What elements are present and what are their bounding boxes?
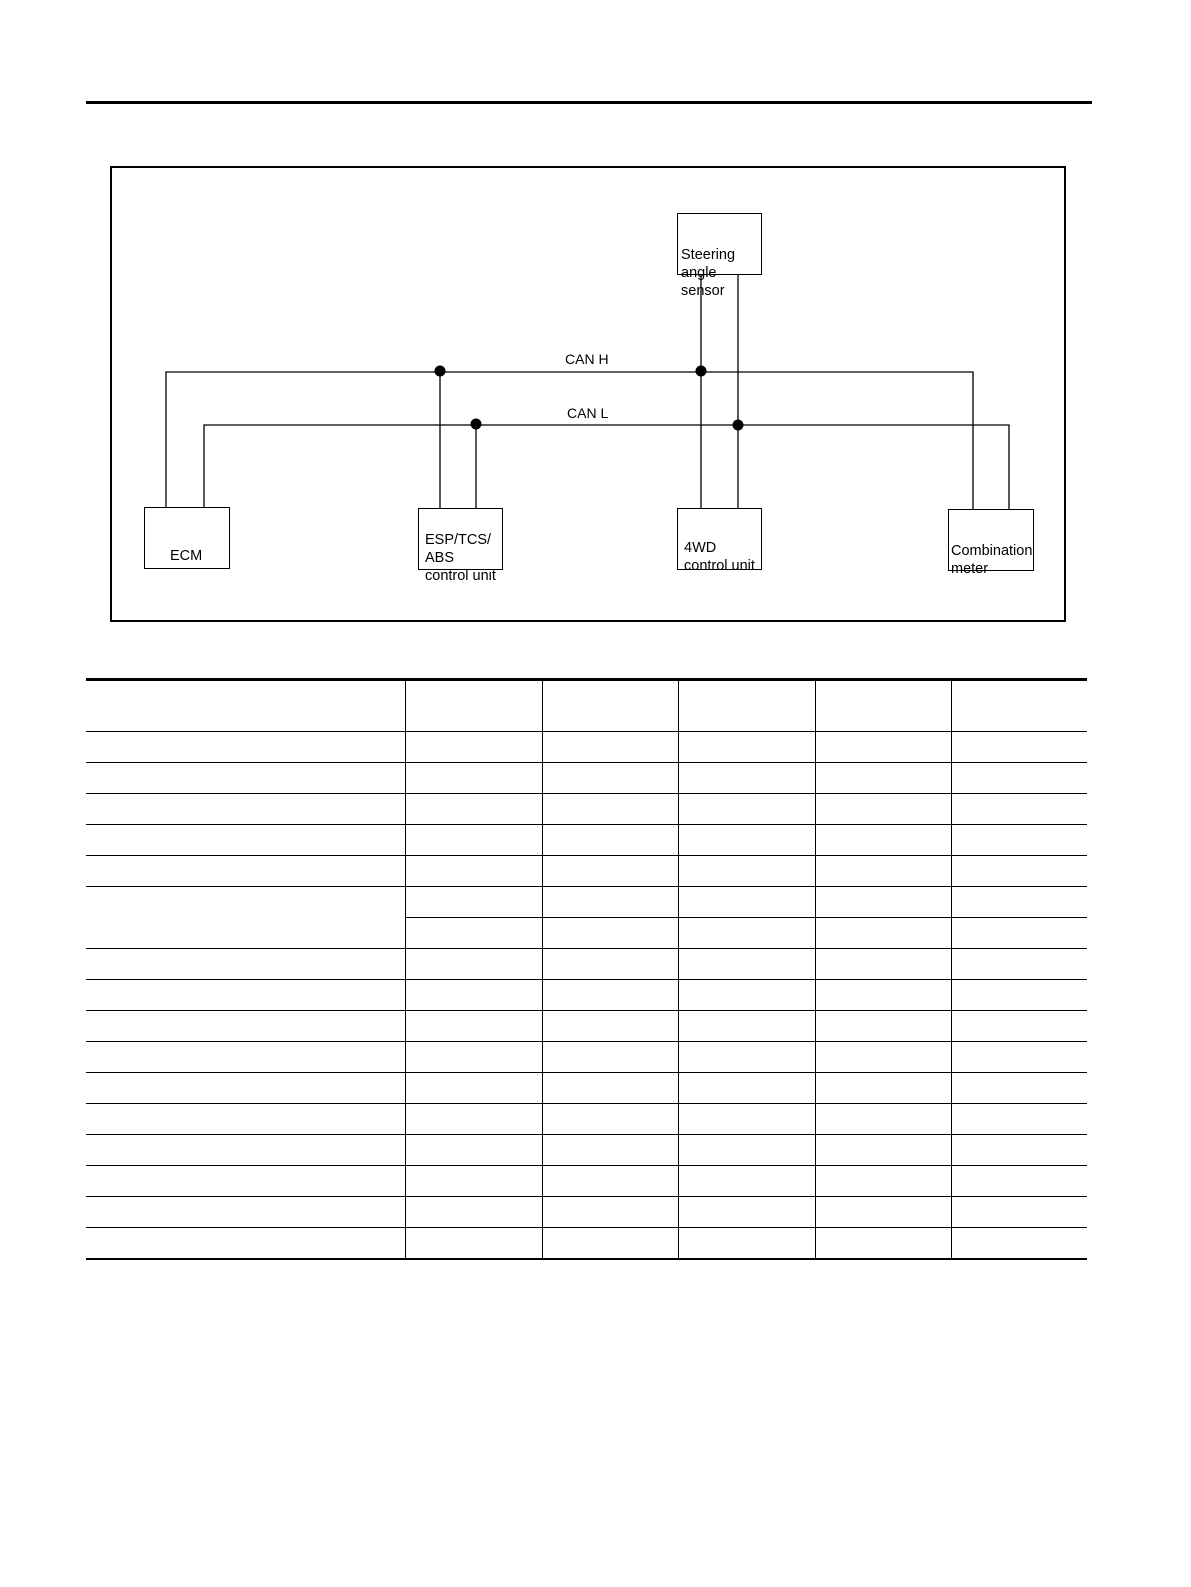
table-cell: [678, 1011, 815, 1042]
table-cell: [86, 1228, 405, 1260]
table-cell: [951, 794, 1087, 825]
table-cell: [405, 763, 542, 794]
table-cell: [542, 1228, 678, 1260]
table-cell: [678, 1042, 815, 1073]
table-cell: [542, 980, 678, 1011]
table-cell: [86, 856, 405, 887]
steering-angle-sensor-box: [677, 213, 762, 299]
table-row: [86, 732, 1087, 763]
ecm-label: ECM: [170, 548, 203, 564]
table-cell: [815, 856, 951, 887]
table-cell: [678, 825, 815, 856]
table-cell: [86, 1135, 405, 1166]
table-cell: [678, 1104, 815, 1135]
table-cell: [951, 732, 1087, 763]
splice-dot: [435, 366, 446, 377]
table-cell: [542, 1135, 678, 1166]
table-cell: [951, 980, 1087, 1011]
table-cell: [815, 1166, 951, 1197]
table-cell: [678, 949, 815, 980]
table-cell: [405, 794, 542, 825]
table-header-cell: [86, 680, 405, 732]
can-l-line: [204, 425, 1009, 509]
table-row: [86, 980, 1087, 1011]
table-cell-merged: [86, 887, 405, 949]
signal-table: [86, 678, 1087, 1260]
table-cell: [405, 1135, 542, 1166]
table-row: [86, 1166, 1087, 1197]
steering-angle-sensor-label: Steering angle sensor: [681, 247, 736, 299]
table-cell: [542, 918, 678, 949]
table-cell: [405, 825, 542, 856]
table-cell: [815, 980, 951, 1011]
table-cell: [815, 1197, 951, 1228]
combination-meter-label: Combination meter: [951, 543, 1033, 577]
table-cell: [678, 856, 815, 887]
table-cell: [405, 949, 542, 980]
table-cell: [951, 1228, 1087, 1260]
table-cell: [405, 732, 542, 763]
table-cell: [678, 1228, 815, 1260]
table-cell: [86, 1166, 405, 1197]
table-cell: [542, 1197, 678, 1228]
4wd-control-unit-label: 4WD control unit: [684, 540, 755, 574]
table-cell: [86, 825, 405, 856]
table-row: [86, 856, 1087, 887]
can-h-line: [166, 372, 973, 509]
table-cell: [815, 1042, 951, 1073]
table-cell: [815, 887, 951, 918]
table-cell: [86, 980, 405, 1011]
table-header-cell: [815, 680, 951, 732]
table-header-cell: [405, 680, 542, 732]
table-row: [86, 887, 1087, 918]
table-header-cell: [542, 680, 678, 732]
table-row: [86, 825, 1087, 856]
table-cell: [815, 763, 951, 794]
table-cell: [815, 1228, 951, 1260]
splice-dot: [696, 366, 707, 377]
table-row: [86, 1073, 1087, 1104]
table-cell: [678, 1166, 815, 1197]
table-cell: [815, 949, 951, 980]
table-cell: [86, 1011, 405, 1042]
table-cell: [542, 949, 678, 980]
table-cell: [678, 918, 815, 949]
table-cell: [542, 1011, 678, 1042]
table-cell: [951, 1073, 1087, 1104]
table-cell: [86, 763, 405, 794]
table-cell: [405, 918, 542, 949]
table-cell: [86, 1197, 405, 1228]
table-cell: [542, 1042, 678, 1073]
table-cell: [542, 763, 678, 794]
table-cell: [678, 794, 815, 825]
table-cell: [405, 1166, 542, 1197]
table-cell: [678, 1135, 815, 1166]
table-cell: [815, 1104, 951, 1135]
table-cell: [678, 1197, 815, 1228]
table-cell: [951, 949, 1087, 980]
table-cell: [951, 887, 1087, 918]
table-cell: [678, 887, 815, 918]
table-cell: [951, 1166, 1087, 1197]
table-row: [86, 1228, 1087, 1260]
splice-dot: [471, 419, 482, 430]
table-cell: [678, 980, 815, 1011]
table-header-row: [86, 680, 1087, 732]
table-row: [86, 949, 1087, 980]
splice-dot: [733, 420, 744, 431]
table-cell: [542, 1104, 678, 1135]
can-h-label: CAN H: [565, 351, 609, 367]
table-row: [86, 1042, 1087, 1073]
table-cell: [405, 1042, 542, 1073]
table-cell: [815, 825, 951, 856]
table-cell: [405, 1011, 542, 1042]
table-cell: [951, 856, 1087, 887]
table-cell: [951, 1104, 1087, 1135]
table-cell: [542, 1073, 678, 1104]
table-cell: [86, 794, 405, 825]
table-cell: [405, 1197, 542, 1228]
table-row: [86, 1197, 1087, 1228]
table-cell: [542, 1166, 678, 1197]
table-cell: [951, 1042, 1087, 1073]
table-cell: [951, 1011, 1087, 1042]
table-cell: [678, 763, 815, 794]
table-cell: [405, 1228, 542, 1260]
table-cell: [678, 732, 815, 763]
table-row: [86, 1104, 1087, 1135]
table-cell: [815, 794, 951, 825]
table-cell: [542, 825, 678, 856]
table-cell: [86, 949, 405, 980]
table-cell: [542, 887, 678, 918]
table-cell: [951, 1135, 1087, 1166]
table-cell: [815, 732, 951, 763]
table-cell: [815, 1135, 951, 1166]
table-cell: [815, 1011, 951, 1042]
table-cell: [405, 856, 542, 887]
table-cell: [86, 1042, 405, 1073]
table-cell: [542, 856, 678, 887]
table-cell: [951, 1197, 1087, 1228]
table-cell: [815, 918, 951, 949]
esp-tcs-abs-box: [418, 508, 503, 584]
table-cell: [951, 918, 1087, 949]
table-cell: [678, 1073, 815, 1104]
4wd-control-unit-box: [677, 508, 762, 574]
ecm-box: [144, 507, 230, 569]
table-row: [86, 794, 1087, 825]
table-header-cell: [678, 680, 815, 732]
table-cell: [86, 1073, 405, 1104]
table-cell: [542, 732, 678, 763]
table-cell: [86, 732, 405, 763]
table-cell: [542, 794, 678, 825]
esp-tcs-abs-label: ESP/TCS/ ABS control unit: [425, 532, 496, 584]
table-cell: [405, 1104, 542, 1135]
table-row: [86, 763, 1087, 794]
table-row: [86, 1011, 1087, 1042]
table-row: [86, 1135, 1087, 1166]
can-l-label: CAN L: [567, 405, 609, 421]
table-cell: [405, 1073, 542, 1104]
table-header-cell: [951, 680, 1087, 732]
table-cell: [405, 980, 542, 1011]
table-cell: [815, 1073, 951, 1104]
table-cell: [951, 763, 1087, 794]
table-cell: [86, 1104, 405, 1135]
combination-meter-box: [948, 509, 1034, 577]
table-cell: [405, 887, 542, 918]
table-cell: [951, 825, 1087, 856]
